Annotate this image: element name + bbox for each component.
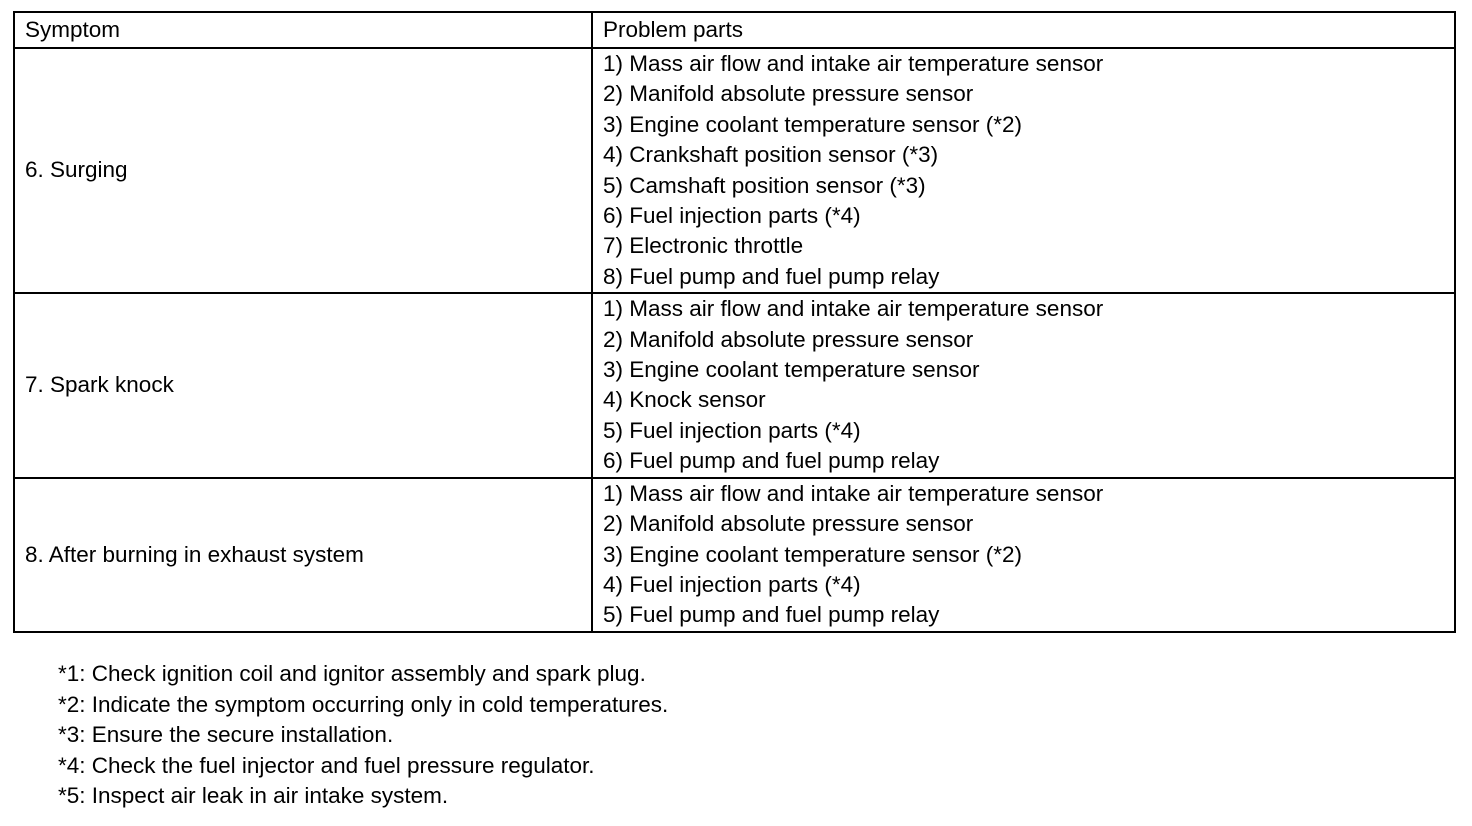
symptom-cell: 8. After burning in exhaust system: [14, 478, 592, 632]
part-item: 7) Electronic throttle: [603, 233, 804, 259]
part-item: 6) Fuel pump and fuel pump relay: [603, 448, 940, 474]
part-item: 4) Knock sensor: [603, 387, 766, 413]
footnote: *2: Indicate the symptom occurring only in cold temperatures.: [58, 691, 669, 717]
symptom-column-header: Symptom: [14, 12, 592, 48]
part-item: 8) Fuel pump and fuel pump relay: [603, 263, 940, 289]
problem-parts-column-header: Problem parts: [592, 12, 1455, 48]
part-item: 4) Crankshaft position sensor (*3): [603, 142, 939, 168]
part-item: 1) Mass air flow and intake air temperature sensor: [603, 296, 1104, 322]
part-item: 1) Mass air flow and intake air temperature sensor: [603, 51, 1104, 76]
symptom-parts-table: [13, 11, 1456, 633]
table-row: [14, 48, 1455, 293]
symptom-cell: 7. Spark knock: [14, 293, 592, 477]
problem-parts-cell: [592, 478, 1455, 632]
footnote: *3: Ensure the secure installation.: [58, 722, 394, 747]
symptom-cell: 6. Surging: [14, 48, 592, 293]
problem-parts-cell: [592, 48, 1455, 293]
part-item: 1) Mass air flow and intake air temperature sensor: [603, 480, 1104, 506]
part-item: 5) Camshaft position sensor (*3): [603, 172, 926, 198]
part-item: 5) Fuel injection parts (*4): [603, 417, 861, 443]
part-item: 3) Engine coolant temperature sensor (*2): [603, 111, 1022, 137]
part-item: 5) Fuel pump and fuel pump relay: [603, 602, 940, 628]
footnotes-list: [58, 659, 668, 812]
part-item: 2) Manifold absolute pressure sensor: [603, 326, 974, 352]
part-item: 2) Manifold absolute pressure sensor: [603, 81, 974, 107]
footnote: *4: Check the fuel injector and fuel pressure regulator.: [58, 752, 595, 778]
part-item: 4) Fuel injection parts (*4): [603, 571, 861, 597]
part-item: 2) Manifold absolute pressure sensor: [603, 511, 974, 537]
footnote: *5: Inspect air leak in air intake system.: [58, 783, 449, 808]
table-row: [14, 293, 1455, 477]
footnote: *1: Check ignition coil and ignitor assembly and spark plug.: [58, 661, 646, 686]
problem-parts-cell: [592, 293, 1455, 477]
part-item: 3) Engine coolant temperature sensor (*2): [603, 541, 1022, 567]
part-item: 6) Fuel injection parts (*4): [603, 203, 861, 229]
part-item: 3) Engine coolant temperature sensor: [603, 357, 980, 383]
table-header-row: [14, 12, 1455, 48]
table-row: [14, 478, 1455, 632]
